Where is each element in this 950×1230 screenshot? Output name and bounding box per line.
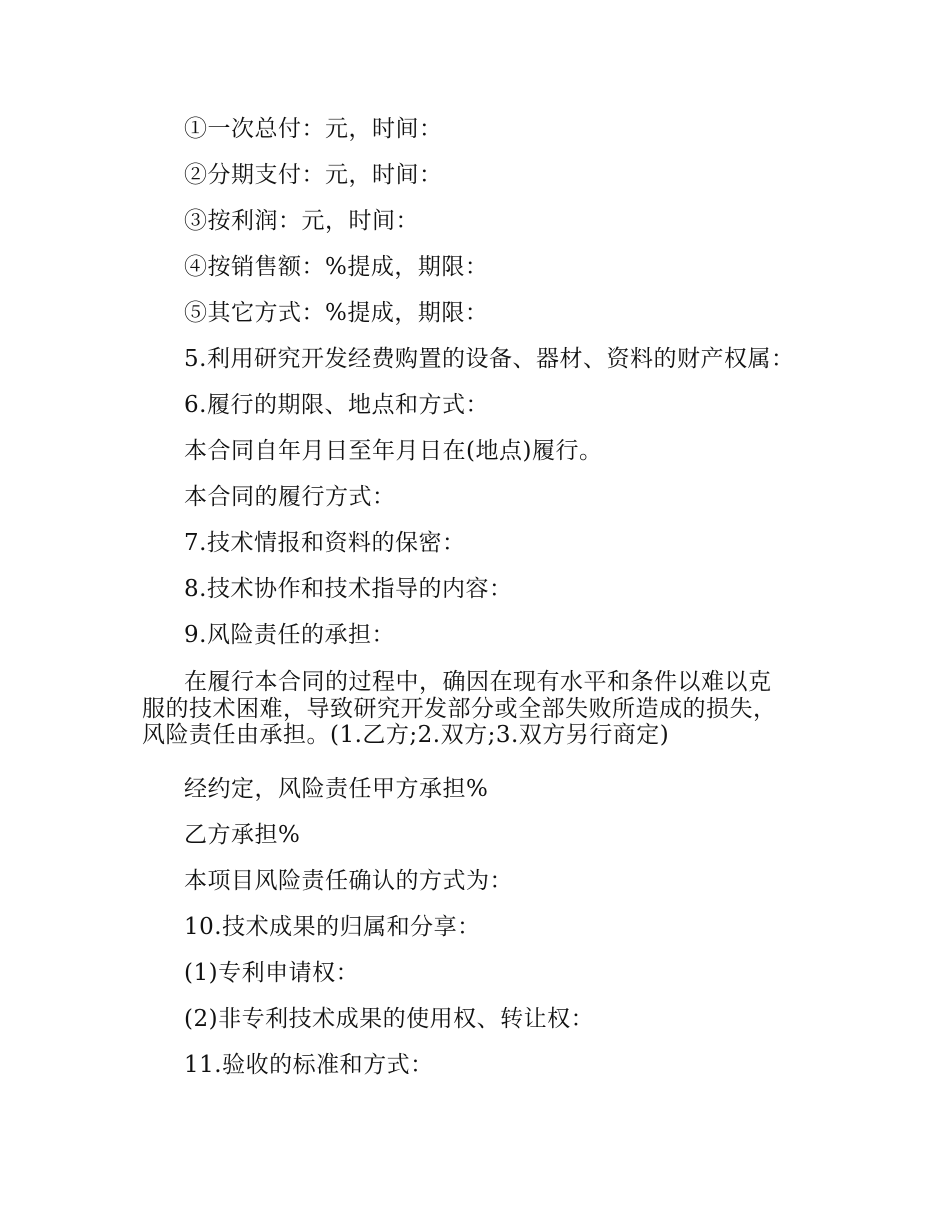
payment-option-other: ⑤其它方式：%提成，期限： bbox=[184, 300, 489, 326]
risk-paragraph-line-1: 在履行本合同的过程中，确因在现有水平和条件以难以克 bbox=[184, 669, 772, 695]
payment-option-sales: ④按销售额：%提成，期限： bbox=[184, 254, 489, 280]
risk-confirmation-method: 本项目风险责任确认的方式为： bbox=[184, 868, 513, 894]
patent-application-right: (1)专利申请权： bbox=[184, 960, 360, 986]
risk-share-party-a: 经约定，风险责任甲方承担% bbox=[184, 776, 489, 802]
clause-7-confidentiality: 7.技术情报和资料的保密： bbox=[184, 530, 466, 556]
clause-9-risk-liability: 9.风险责任的承担： bbox=[184, 622, 395, 648]
payment-option-profit: ③按利润：元，时间： bbox=[184, 208, 419, 234]
risk-liability-paragraph bbox=[142, 669, 822, 749]
performance-method-text: 本合同的履行方式： bbox=[184, 484, 396, 510]
clause-8-technical-cooperation: 8.技术协作和技术指导的内容： bbox=[184, 576, 513, 602]
performance-period-text: 本合同自年月日至年月日在(地点)履行。 bbox=[184, 438, 603, 464]
risk-share-party-b: 乙方承担% bbox=[184, 822, 301, 848]
payment-option-installment: ②分期支付：元，时间： bbox=[184, 162, 443, 188]
risk-paragraph-line-2: 服的技术困难，导致研究开发部分或全部失败所造成的损失， bbox=[142, 695, 777, 722]
clause-11-acceptance-standards: 11.验收的标准和方式： bbox=[184, 1052, 434, 1078]
payment-option-lump-sum: ①一次总付：元，时间： bbox=[184, 116, 443, 142]
clause-10-results-ownership: 10.技术成果的归属和分享： bbox=[184, 914, 481, 940]
clause-5-equipment-ownership: 5.利用研究开发经费购置的设备、器材、资料的财产权属： bbox=[184, 346, 795, 372]
clause-6-performance-terms: 6.履行的期限、地点和方式： bbox=[184, 392, 489, 418]
risk-paragraph-line-3: 风险责任由承担。(1.乙方;2.双方;3.双方另行商定) bbox=[142, 722, 670, 748]
non-patent-results-rights: (2)非专利技术成果的使用权、转让权： bbox=[184, 1006, 595, 1032]
